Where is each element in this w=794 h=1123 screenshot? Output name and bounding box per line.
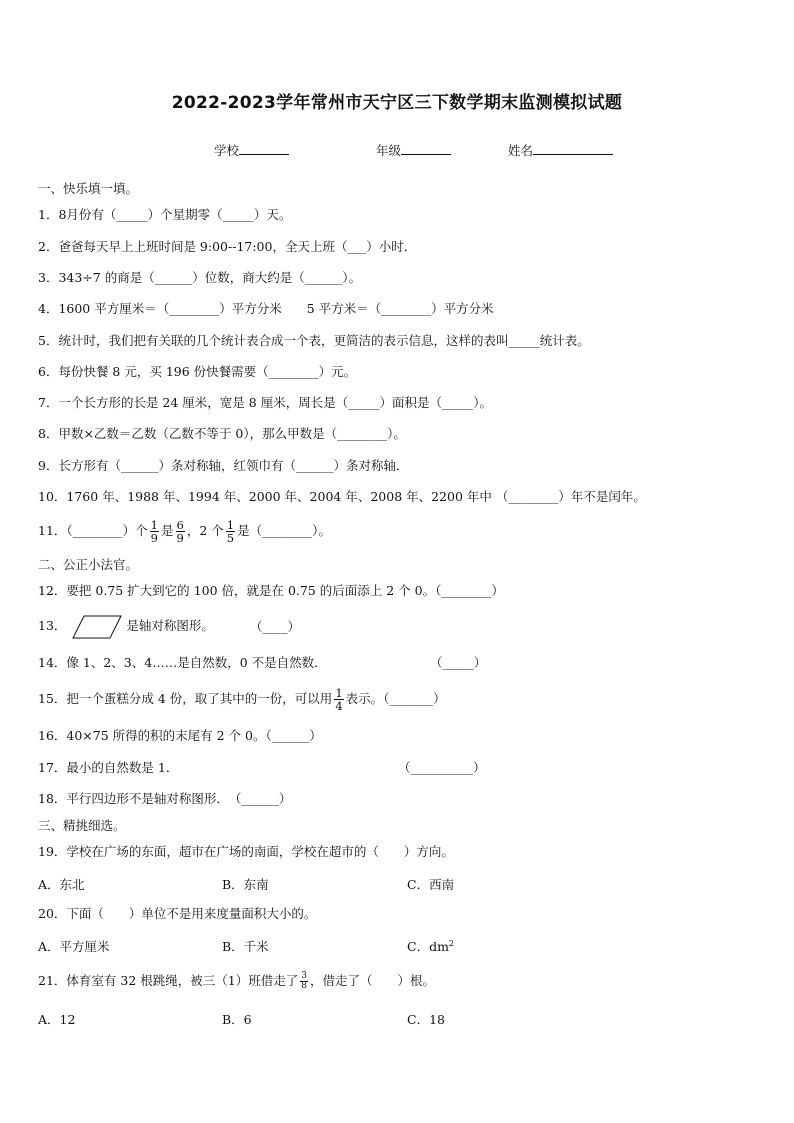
- q20-option-c-text: C．dm: [407, 939, 449, 954]
- q13-answer[interactable]: （____）: [250, 619, 301, 634]
- question-18: 18．平行四边形不是轴对称图形． （______）: [38, 791, 292, 806]
- section-heading-1: 一、快乐填一填。: [38, 181, 139, 196]
- q20-option-b[interactable]: B．千米: [222, 939, 269, 954]
- school-label: 学校: [214, 143, 240, 158]
- name-field[interactable]: [508, 141, 613, 159]
- q20-option-c[interactable]: [407, 937, 454, 955]
- q13-text: 是轴对称图形。: [126, 618, 214, 633]
- q17-answer[interactable]: （__________）: [398, 760, 486, 775]
- q11-part-b: 是: [160, 523, 174, 538]
- name-label: 姓名: [508, 143, 534, 158]
- question-17: 17．最小的自然数是 1．: [38, 760, 179, 775]
- name-blank[interactable]: [533, 142, 613, 155]
- question-19: 19．学校在广场的东面，超市在广场的南面，学校在超市的（ ）方向。: [38, 844, 454, 859]
- q21-part-a: 21．体育室有 32 根跳绳，被三（1）班借走了: [38, 973, 299, 988]
- question-14: 14．像 1、2、3、4……是自然数，0 不是自然数．: [38, 655, 327, 670]
- q19-option-c[interactable]: C．西南: [407, 877, 455, 892]
- question-21: [38, 966, 435, 996]
- question-1: 1．8月份有（_____）个星期零（_____）天。: [38, 207, 292, 222]
- question-20: 20．下面（ ）单位不是用来度量面积大小的。: [38, 906, 317, 921]
- q13-number: 13．: [38, 618, 67, 633]
- fraction-6-9: $\frac{6}{9}$: [176, 518, 184, 545]
- question-2: 2．爸爸每天早上上班时间是 9:00--17:00，全天上班（___）小时．: [38, 239, 417, 254]
- question-6: 6．每份快餐 8 元，买 196 份快餐需要（________）元。: [38, 364, 357, 379]
- question-16: 16．40×75 所得的积的末尾有 2 个 0。（______）: [38, 728, 322, 743]
- q19-option-b[interactable]: B．东南: [222, 877, 269, 892]
- fraction-1-5: $\frac{1}{5}$: [226, 518, 235, 545]
- question-10: 10．1760 年、1988 年、1994 年、2000 年、2004 年、2008 年、2200 年中 （________）年不是闰年。: [38, 489, 646, 504]
- question-8: 8．甲数×乙数＝乙数（乙数不等于 0），那么甲数是（________）。: [38, 426, 406, 441]
- grade-blank[interactable]: [401, 142, 451, 155]
- q11-part-c: ，2 个: [186, 523, 224, 538]
- question-11: [38, 518, 331, 544]
- fraction-1-4: $\frac{1}{4}$: [335, 686, 343, 713]
- q11-part-a: 11．（________）个: [38, 523, 148, 538]
- fraction-3-8: $\frac{3}{8}$: [301, 971, 307, 991]
- school-field[interactable]: [214, 141, 289, 159]
- question-4: 4．1600 平方厘米＝（________）平方分米 5 平方米＝（________）平方分米: [38, 301, 494, 316]
- question-9: 9．长方形有（______）条对称轴，红领巾有（______）条对称轴．: [38, 458, 409, 473]
- q15-part-a: 15．把一个蛋糕分成 4 份，取了其中的一份，可以用: [38, 691, 333, 706]
- question-5: 5．统计时，我们把有关联的几个统计表合成一个表，更简洁的表示信息，这样的表叫_____统计表。: [38, 333, 590, 348]
- question-3: 3．343÷7 的商是（______）位数，商大约是（______）。: [38, 270, 361, 285]
- q21-option-b[interactable]: B．6: [222, 1012, 252, 1027]
- q21-option-c[interactable]: C．18: [407, 1012, 445, 1027]
- q21-option-a[interactable]: A．12: [38, 1012, 76, 1027]
- q11-part-d: 是（________）。: [237, 523, 331, 538]
- question-13: [38, 613, 214, 639]
- section-heading-2: 二、公正小法官。: [38, 557, 139, 572]
- page-title: 2022-2023学年常州市天宁区三下数学期末监测模拟试题: [171, 93, 623, 113]
- fraction-1-9: $\frac{1}{9}$: [150, 518, 158, 545]
- q20-option-a[interactable]: A．平方厘米: [38, 939, 110, 954]
- question-15: [38, 684, 446, 714]
- q21-part-b: ，借走了（ ）根。: [309, 973, 435, 988]
- q20-option-c-superscript: 2: [448, 938, 455, 948]
- parallelogram-icon: [72, 615, 122, 639]
- question-12: 12．要把 0.75 扩大到它的 100 倍，就是在 0.75 的后面添上 2 个 0。（________）: [38, 583, 504, 598]
- question-7: 7．一个长方形的长是 24 厘米，宽是 8 厘米，周长是（_____）面积是（_____）。: [38, 395, 492, 410]
- q15-part-b: 表示。（_______）: [345, 691, 446, 706]
- grade-label: 年级: [376, 143, 402, 158]
- grade-field[interactable]: [376, 141, 451, 159]
- q19-option-a[interactable]: A．东北: [38, 877, 85, 892]
- section-heading-3: 三、精挑细选。: [38, 818, 126, 833]
- q14-answer[interactable]: （_____）: [430, 655, 487, 670]
- school-blank[interactable]: [239, 142, 289, 155]
